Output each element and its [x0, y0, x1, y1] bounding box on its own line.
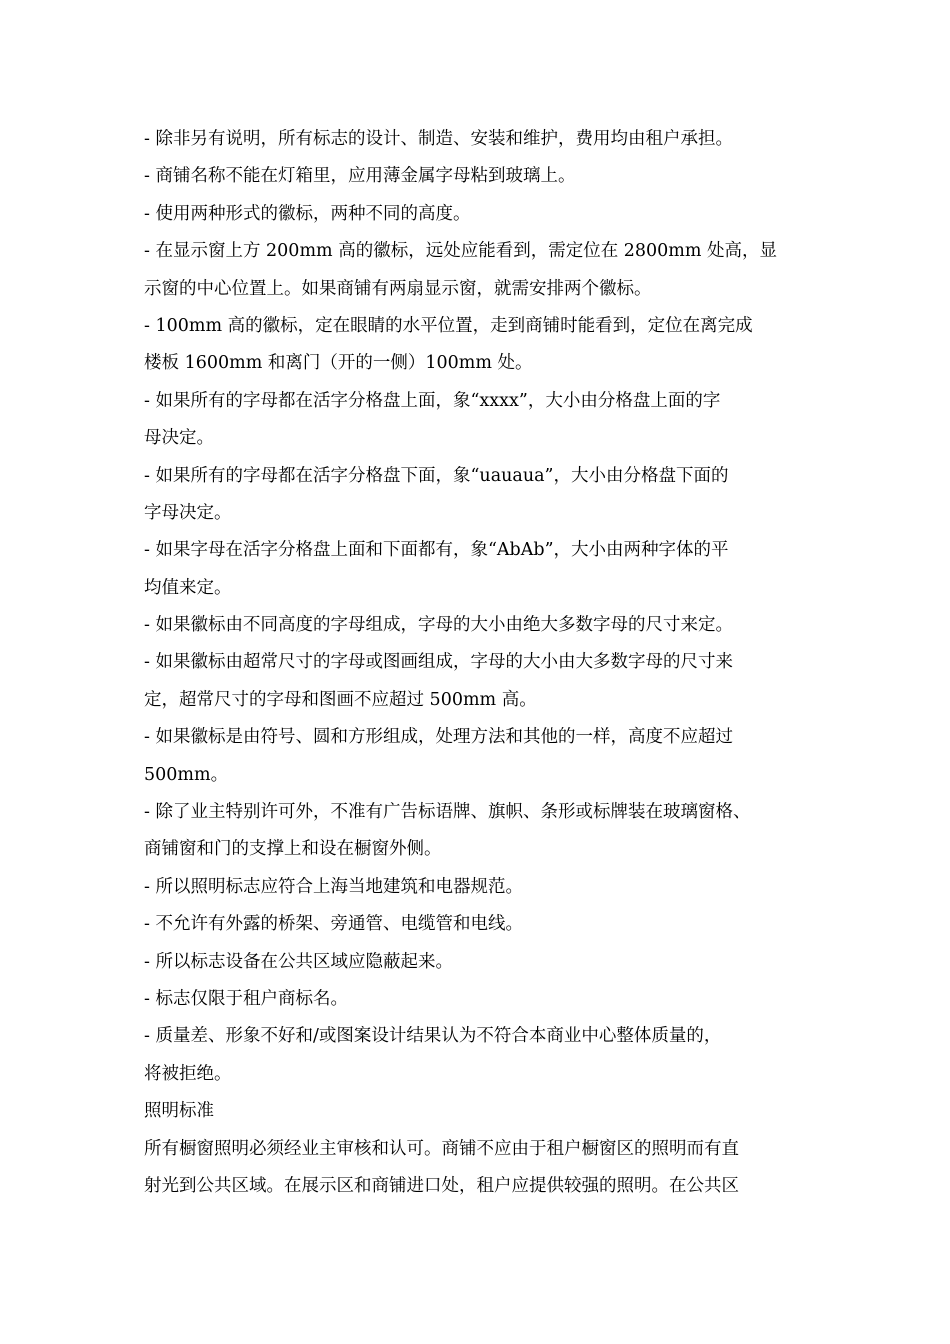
text-line: - 标志仅限于租户商标名。 [144, 988, 348, 1009]
text-line: 商铺窗和门的支撑上和设在橱窗外侧。 [144, 839, 442, 860]
text-line: 定，超常尺寸的字母和图画不应超过 500mm 高。 [144, 689, 537, 710]
text-line: 字母决定。 [144, 502, 232, 523]
text-line: - 如果徽标是由符号、圆和方形组成，处理方法和其他的一样，高度不应超过 [144, 727, 733, 748]
text-line: 所有橱窗照明必须经业主审核和认可。商铺不应由于租户橱窗区的照明而有直 [144, 1138, 739, 1159]
text-line: - 质量差、形象不好和/或图案设计结果认为不符合本商业中心整体质量的， [144, 1026, 722, 1047]
text-line: 均值来定。 [144, 577, 232, 598]
text-line: - 如果字母在活字分格盘上面和下面都有，象“AbAb”，大小由两种字体的平 [144, 540, 729, 561]
text-line: - 如果徽标由超常尺寸的字母或图画组成，字母的大小由大多数字母的尺寸来 [144, 652, 733, 673]
text-line: - 除了业主特别许可外，不准有广告标语牌、旗帜、条形或标牌装在玻璃窗格、 [144, 802, 751, 823]
text-line: - 如果所有的字母都在活字分格盘下面，象“uauaua”，大小由分格盘下面的 [144, 465, 729, 486]
text-line: - 100mm 高的徽标，定在眼睛的水平位置，走到商铺时能看到，定位在离完成 [144, 315, 753, 336]
text-line: - 商铺名称不能在灯箱里，应用薄金属字母粘到玻璃上。 [144, 166, 576, 187]
text-line: 500mm。 [144, 764, 229, 785]
text-line: - 所以照明标志应符合上海当地建筑和电器规范。 [144, 876, 523, 897]
text-line: 楼板 1600mm 和离门（开的一侧）100mm 处。 [144, 353, 533, 374]
text-line: - 除非另有说明，所有标志的设计、制造、安装和维护，费用均由租户承担。 [144, 129, 733, 149]
text-line: 母决定。 [144, 428, 214, 449]
section-heading: 照明标准 [144, 1101, 214, 1122]
text-line: - 使用两种形式的徽标，两种不同的高度。 [144, 203, 471, 224]
text-line: 示窗的中心位置上。如果商铺有两扇显示窗，就需安排两个徽标。 [144, 278, 652, 299]
text-line: - 如果所有的字母都在活字分格盘上面，象“xxxx”，大小由分格盘上面的字 [144, 390, 721, 411]
text-line: - 所以标志设备在公共区域应隐蔽起来。 [144, 951, 453, 972]
text-line: - 在显示窗上方 200mm 高的徽标，远处应能看到，需定位在 2800mm 处高，显 [144, 241, 778, 262]
text-line: 射光到公共区域。在展示区和商铺进口处，租户应提供较强的照明。在公共区 [144, 1175, 739, 1196]
text-line: 将被拒绝。 [144, 1063, 232, 1084]
text-line: - 不允许有外露的桥架、旁通管、电缆管和电线。 [144, 914, 523, 935]
document-body [144, 121, 824, 1205]
text-line: - 如果徽标由不同高度的字母组成，字母的大小由绝大多数字母的尺寸来定。 [144, 615, 733, 636]
